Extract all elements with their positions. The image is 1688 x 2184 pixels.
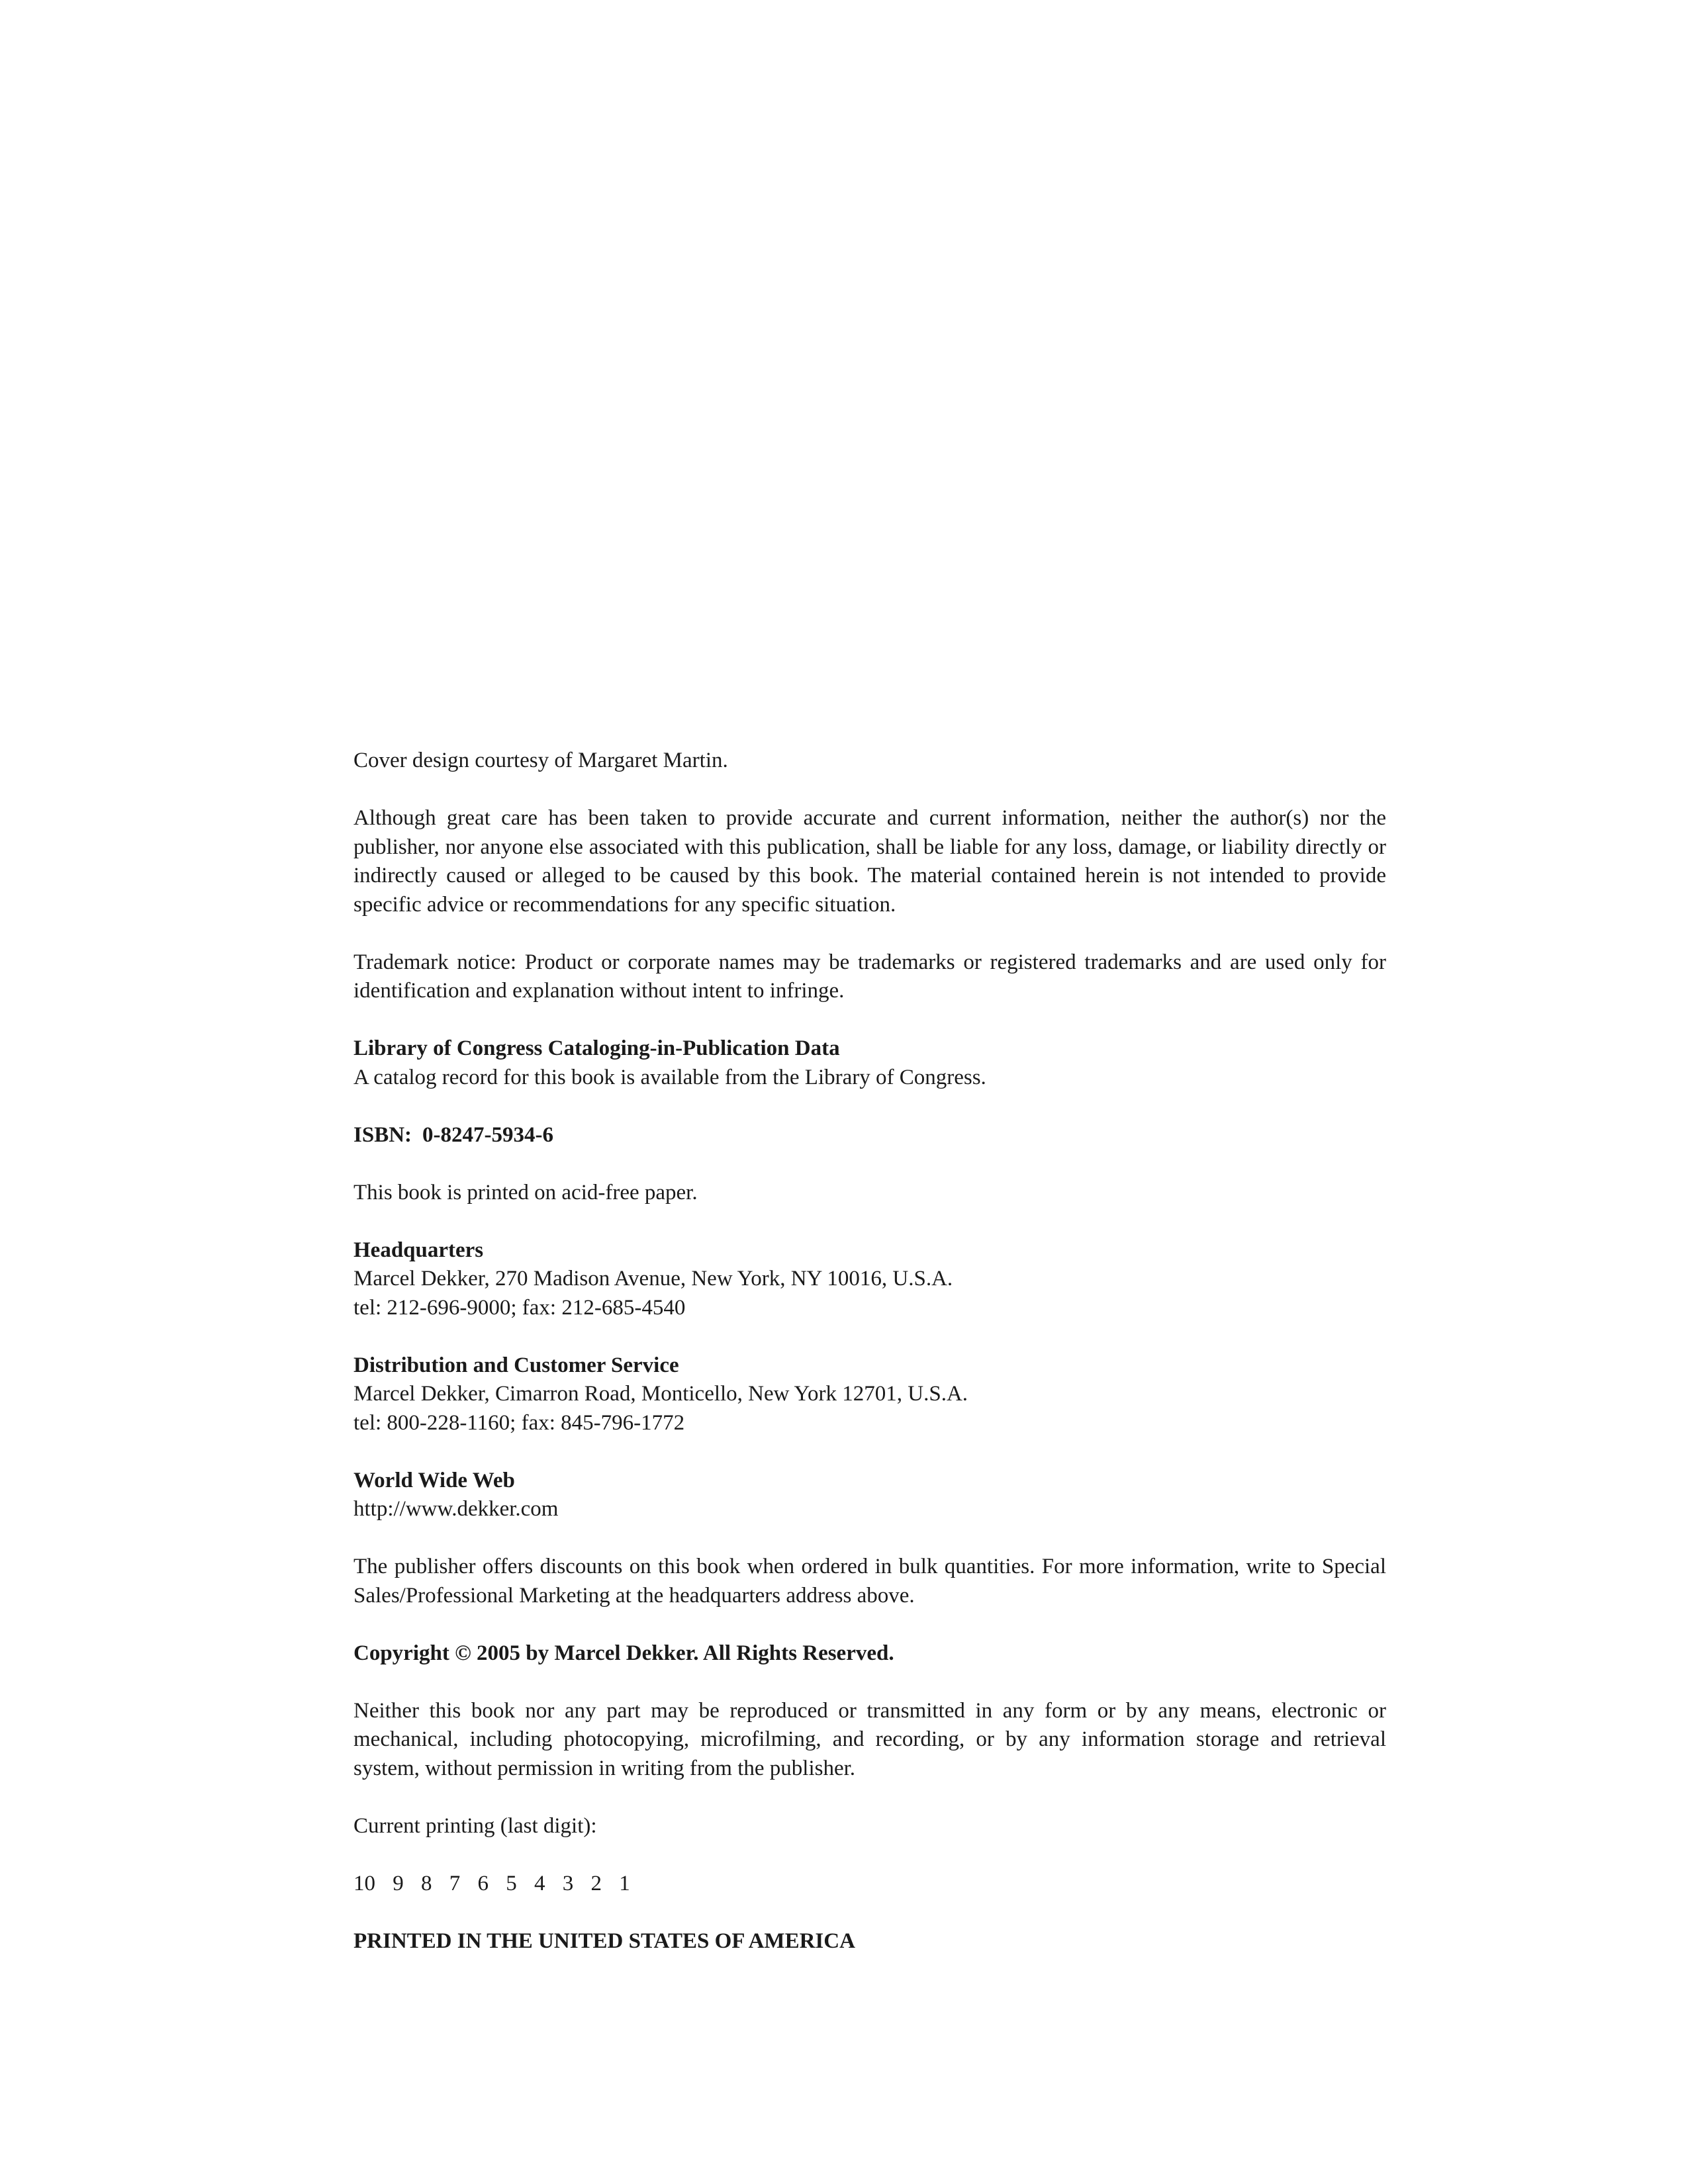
printed-in-notice: PRINTED IN THE UNITED STATES OF AMERICA	[353, 1929, 855, 1953]
printed-in-line	[353, 1927, 1386, 1956]
printing-digit: 1	[619, 1871, 630, 1895]
rights-paragraph: Neither this book nor any part may be reproduced or transmitted in any form or by any means, electronic or mechanical, including photocopying, microfilming, and recording, or by any information storage and retrieval system, without permission in writing from the publisher.	[353, 1698, 1386, 1780]
distribution-section	[353, 1351, 1386, 1438]
discounts-paragraph: The publisher offers discounts on this book when ordered in bulk quantities. For more information, write to Special Sales/Professional Marketing at the headquarters address above.	[353, 1555, 1386, 1608]
printing-digit: 4	[534, 1871, 545, 1895]
isbn-number: 0-8247-5934-6	[422, 1122, 553, 1147]
printing-digit: 7	[449, 1871, 461, 1895]
headquarters-address: Marcel Dekker, 270 Madison Avenue, New York, NY 10016, U.S.A.	[353, 1267, 953, 1291]
printing-digit: 2	[590, 1871, 602, 1895]
cover-credit: Cover design courtesy of Margaret Martin.	[353, 749, 728, 772]
headquarters-heading: Headquarters	[353, 1238, 484, 1262]
printing-digit: 10	[353, 1871, 375, 1895]
cip-section	[353, 1034, 1386, 1092]
printing-digits	[353, 1870, 1386, 1899]
printing-label: Current printing (last digit):	[353, 1813, 597, 1838]
distribution-heading: Distribution and Customer Service	[353, 1353, 679, 1377]
web-heading: World Wide Web	[353, 1468, 515, 1492]
copyright-notice: Copyright © 2005 by Marcel Dekker. All Rights Reserved.	[353, 1641, 894, 1665]
printing-digit: 8	[421, 1871, 432, 1895]
distribution-phone: tel: 800-228-1160; fax: 845-796-1772	[353, 1410, 685, 1435]
headquarters-phone: tel: 212-696-9000; fax: 212-685-4540	[353, 1295, 686, 1320]
isbn-label: ISBN:	[353, 1122, 412, 1147]
printing-digit: 3	[562, 1871, 574, 1895]
cip-heading: Library of Congress Cataloging-in-Publication Data	[353, 1036, 840, 1060]
trademark-notice: Trademark notice: Product or corporate names may be trademarks or registered trademarks and are used only for identification and explanation without intent to infringe.	[353, 950, 1386, 1003]
disclaimer-paragraph: Although great care has been taken to provide accurate and current information, neither the author(s) nor the publisher, nor anyone else associated with this publication, shall be liable for any loss, damage, or liability directly or indirectly caused or alleged to be caused by this book. The material contained herein is not intended to provide specific advice or recommendations for any specific situation.	[353, 806, 1386, 917]
printing-digit: 5	[506, 1871, 517, 1895]
copyright-text-block	[353, 747, 1386, 1985]
printing-digit: 6	[477, 1871, 489, 1895]
distribution-address: Marcel Dekker, Cimarron Road, Monticello, New York 12701, U.S.A.	[353, 1382, 968, 1406]
printing-digit: 9	[393, 1871, 404, 1895]
headquarters-section	[353, 1236, 1386, 1323]
cip-text: A catalog record for this book is available from the Library of Congress.	[353, 1065, 986, 1089]
copyright-line	[353, 1639, 1386, 1668]
web-url: http://www.dekker.com	[353, 1497, 559, 1521]
isbn-line	[353, 1121, 1386, 1150]
web-section	[353, 1467, 1386, 1524]
paper-note: This book is printed on acid-free paper.	[353, 1180, 698, 1205]
